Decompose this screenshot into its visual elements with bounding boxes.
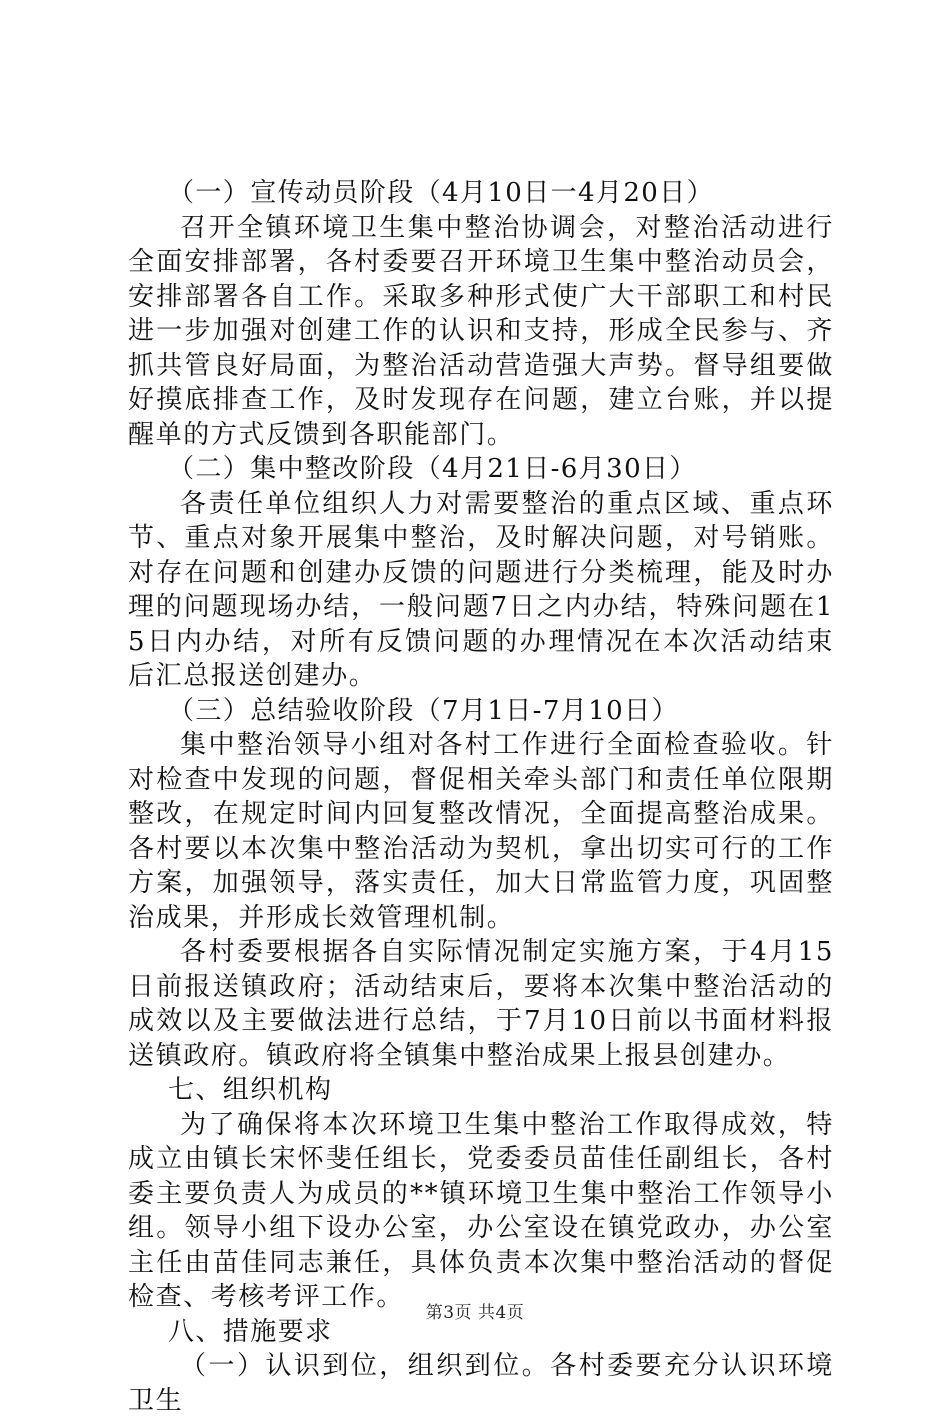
paragraph-implementation: 各村委要根据各自实际情况制定实施方案，于4月15日前报送镇政府；活动结束后，要将本次集中整治活动的成效以及主要做法进行总结，于7月10日前以书面材料报送镇政府。镇政府将全镇集中整治成果上报县创建办。 (128, 937, 834, 1071)
section-heading-acceptance: （三）总结验收阶段（7月1日-7月10日） (168, 695, 679, 726)
document-body (128, 176, 834, 1418)
section-heading-measures: 八、措施要求 (168, 1316, 333, 1347)
paragraph-rectification: 各责任单位组织人力对需要整治的重点区域、重点环节、重点对象开展集中整治，及时解决问题，对号销账。对存在问题和创建办反馈的问题进行分类梳理，能及时办理的问题现场办结，一般问题7日之内办结，特殊问题在15日内办结，对所有反馈问题的办理情况在本次活动结束后汇总报送创建办。 (128, 488, 834, 691)
paragraph-acceptance: 集中整治领导小组对各村工作进行全面检查验收。针对检查中发现的问题，督促相关牵头部门和责任单位限期整改，在规定时间内回复整改情况，全面提高整治成果。各村要以本次集中整治活动为契机，拿出切实可行的工作方案，加强领导，落实责任，加大日常监管力度，巩固整治成果，并形成长效管理机制。 (128, 730, 834, 933)
page-number-footer: 第3页 共4页 (425, 1303, 525, 1323)
paragraph-publicity: 召开全镇环境卫生集中整治协调会，对整治活动进行全面安排部署，各村委要召开环境卫生集中整治动员会，安排部署各自工作。采取多种形式使广大干部职工和村民进一步加强对创建工作的认识和支持，形成全民参与、齐抓共管良好局面，为整治活动营造强大声势。督导组要做好摸底排查工作，及时发现存在问题，建立台账，并以提醒单的方式反馈到各职能部门。 (128, 212, 834, 450)
paragraph-measures: （一）认识到位，组织到位。各村委要充分认识环境卫生 (128, 1351, 834, 1416)
paragraph-organization: 为了确保将本次环境卫生集中整治工作取得成效，特成立由镇长宋怀斐任组长，党委委员苗佳任副组长，各村委主要负责人为成员的**镇环境卫生集中整治工作领导小组。领导小组下设办公室，办公室设在镇党政办，办公室主任由苗佳同志兼任，具体负责本次集中整治活动的督促检查、考核考评工作。 (128, 1109, 834, 1312)
section-heading-rectification: （二）集中整改阶段（4月21日-6月30日） (168, 454, 697, 484)
section-heading-organization: 七、组织机构 (168, 1075, 333, 1105)
section-heading-publicity: （一）宣传动员阶段（4月10日一4月20日） (168, 178, 715, 208)
